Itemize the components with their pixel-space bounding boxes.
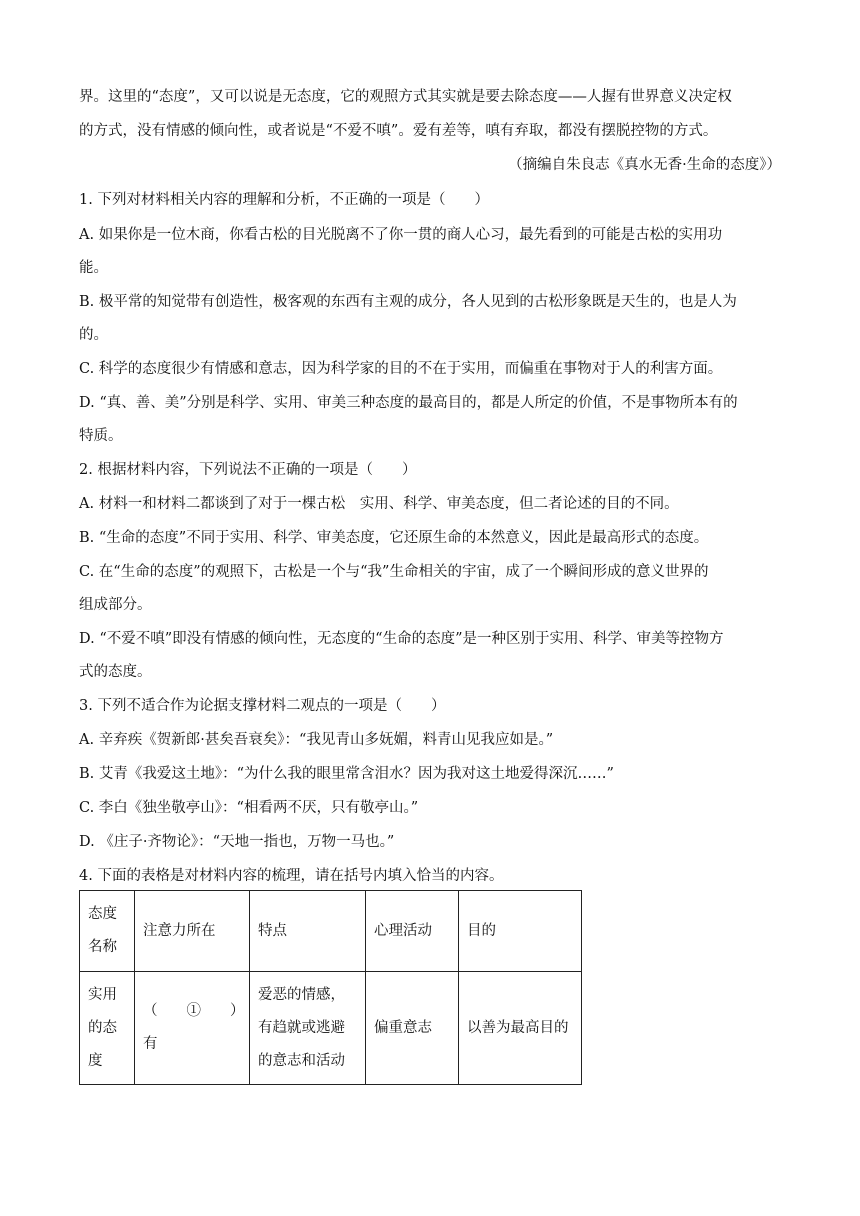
cell-mind: 偏重意志 <box>366 972 459 1085</box>
passage-source: （摘编自朱良志《真水无香·生命的态度》） <box>508 157 781 173</box>
passage-line-1: 界。这里的“态度”，又可以说是无态度，它的观照方式其实就是要去除态度——人握有世界意义决定权 <box>79 89 732 105</box>
header-attitude-name-line-2: 名称 <box>88 939 117 955</box>
question-1-option-a-cont: 能。 <box>79 260 108 276</box>
question-3-option-c: C. 李白《独坐敬亭山》：“相看两不厌，只有敬亭山。” <box>79 800 419 816</box>
cell-feature <box>250 972 366 1085</box>
cell-attitude-name <box>80 972 135 1085</box>
summary-table <box>79 890 582 1085</box>
question-3-stem: 3. 下列不适合作为论据支撑材料二观点的一项是（ ） <box>79 698 446 714</box>
question-1-option-b-cont: 的。 <box>79 327 108 343</box>
header-mind: 心理活动 <box>366 891 459 972</box>
question-3-option-a: A. 辛弃疾《贺新郎·甚矣吾衰矣》：“我见青山多妩媚，料青山见我应如是。” <box>79 732 554 748</box>
header-goal: 目的 <box>459 891 582 972</box>
question-1-stem: 1. 下列对材料相关内容的理解和分析，不正确的一项是（ ） <box>79 192 489 208</box>
question-2-option-d: D. “不爱不嗔”即没有情感的倾向性，无态度的“生命的态度”是一种区别于实用、科学、审美等控物方 <box>79 631 724 647</box>
question-2-option-b: B. “生命的态度”不同于实用、科学、审美态度，它还原生命的本然意义，因此是最高形式的态度。 <box>79 530 709 546</box>
question-1-option-d: D. “真、善、美”分别是科学、实用、审美三种态度的最高目的，都是人所定的价值，不是事物所本有的 <box>79 395 738 411</box>
cell-feature-line-1: 爱恶的情感， <box>258 986 345 1003</box>
question-2-option-a: A. 材料一和材料二都谈到了对于一棵古松 实用、科学、审美态度，但二者论述的目的不同。 <box>79 496 679 512</box>
cell-feature-line-3: 的意志和活动 <box>258 1052 345 1069</box>
question-1-option-a: A. 如果你是一位木商，你看古松的目光脱离不了你一贯的商人心习，最先看到的可能是古松的实用功 <box>79 227 723 243</box>
header-attention: 注意力所在 <box>135 891 250 972</box>
question-2-option-d-cont: 式的态度。 <box>79 664 152 680</box>
header-feature: 特点 <box>250 891 366 972</box>
question-1-option-d-cont: 特质。 <box>79 428 123 444</box>
cell-attitude-name-line-1: 实用 <box>88 986 117 1003</box>
question-3-option-d: D. 《庄子·齐物论》：“天地一指也，万物一马也。” <box>79 834 395 850</box>
cell-attention-suffix: 有 <box>143 1036 158 1052</box>
question-2-option-c-cont: 组成部分。 <box>79 597 152 613</box>
question-2-option-c: C. 在“生命的态度”的观照下，古松是一个与“我”生命相关的宇宙，成了一个瞬间形成的意义世界的 <box>79 564 709 580</box>
question-2-stem: 2. 根据材料内容，下列说法不正确的一项是（ ） <box>79 462 417 478</box>
cell-attitude-name-line-2: 的态 <box>88 1019 117 1036</box>
cell-attitude-name-line-3: 度 <box>88 1052 103 1069</box>
question-1-option-c: C. 科学的态度很少有情感和意志，因为科学家的目的不在于实用，而偏重在事物对于人的利害方面。 <box>79 361 723 377</box>
table-header-row <box>80 891 582 972</box>
table-row <box>80 972 582 1085</box>
header-attitude-name-line-1: 态度 <box>88 906 117 922</box>
cell-attention-blank[interactable] <box>135 972 250 1085</box>
cell-goal: 以善为最高目的 <box>459 972 582 1085</box>
passage-line-2: 的方式，没有情感的倾向性，或者说是“不爱不嗔”。爱有差等，嗔有弃取，都没有摆脱控物的方式。 <box>79 123 718 139</box>
header-attitude-name <box>80 891 135 972</box>
question-3-option-b: B. 艾青《我爱这土地》：“为什么我的眼里常含泪水？因为我对这土地爱得深沉……” <box>79 766 614 782</box>
cell-feature-line-2: 有趋就或逃避 <box>258 1019 345 1036</box>
answer-blank-1[interactable]: （ ① ） <box>143 1003 245 1019</box>
question-1-option-b: B. 极平常的知觉带有创造性，极客观的东西有主观的成分，各人见到的古松形象既是天生的，也是人为 <box>79 294 737 310</box>
question-4-stem: 4. 下面的表格是对材料内容的梳理，请在括号内填入恰当的内容。 <box>79 868 504 884</box>
